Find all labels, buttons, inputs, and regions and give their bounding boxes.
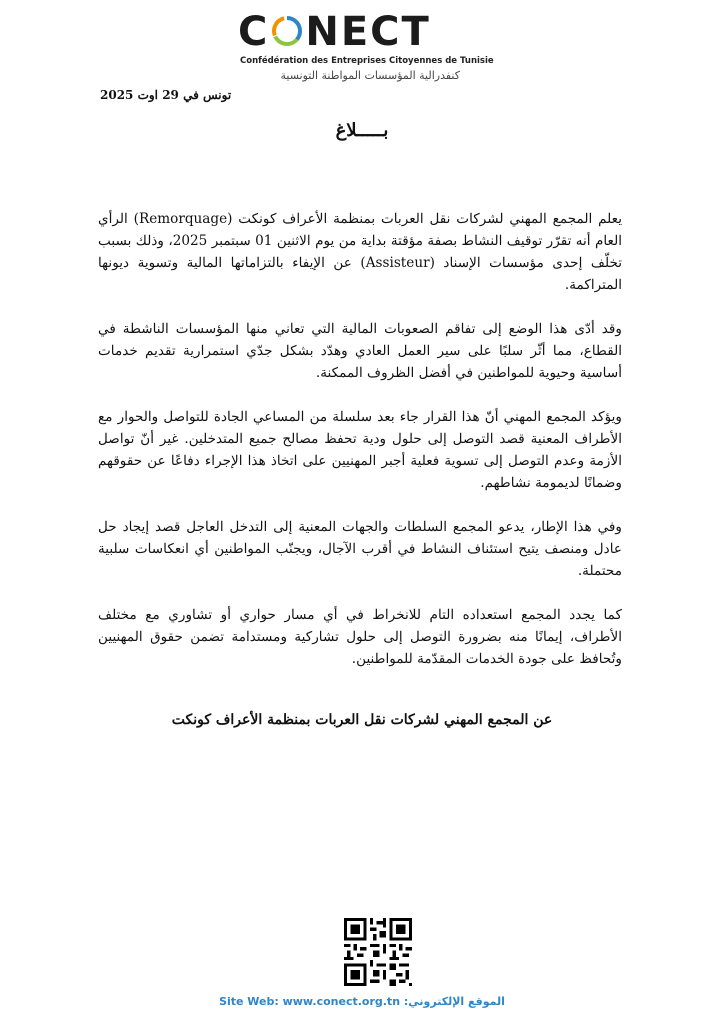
logo-wordmark — [238, 8, 431, 56]
conect-logo — [238, 8, 494, 88]
paragraph-1: يعلم المجمع المهني لشركات نقل العربات بمنظمة الأعراف كونكت (Remorquage) الرأي العام أنه تقرّر توقيف النشاط بصفة مؤقتة بداية من يوم الاثنين 01 سبتمبر 2025، وذلك بسبب تخلّف إحدى مؤسسات الإسناد (Assisteur) عن الإيفاء بالتزاماتها المالية وتسوية ديونها المتراكمة. — [98, 211, 623, 293]
website-label-ar: الموقع الإلكتروني: — [403, 995, 505, 1008]
website-footer — [0, 995, 724, 1008]
logo-subtitle-ar: كنفدرالية المؤسسات المواطنة التونسية — [280, 69, 460, 82]
document-date: تونس في 29 اوت 2025 — [100, 88, 232, 102]
paragraph-2: وقد أدّى هذا الوضع إلى تفاقم الصعوبات المالية التي تعاني منها المؤسسات الناشطة في القطاع، مما أثّر سلبًا على سير العمل العادي وهدّد بشكل جدّي استمرارية تقديم خدمات أساسية وحيوية للمواطنين في أفضل الظروف الممكنة. — [98, 321, 622, 381]
logo-subtitle-fr: Confédération des Entreprises Citoyennes de Tunisie — [240, 56, 494, 66]
paragraph-3: ويؤكد المجمع المهني أنّ هذا القرار جاء بعد سلسلة من المساعي الجادة للتواصل والحوار مع الأطراف المعنية قصد التوصل إلى حلول ودية تحفظ مصالح جميع المتدخلين. غير أنّ تواصل الأزمة وعدم التوصل إلى تسوية فعلية أجبر المهنيين على اتخاذ هذا الإجراء دفاعًا عن حقوقهم وضمانًا لديمومة نشاطهم. — [98, 409, 622, 491]
website-link[interactable]: Site Web: www.conect.org.tn — [219, 995, 401, 1008]
document-body — [98, 208, 622, 692]
qr-code-icon[interactable] — [344, 918, 412, 986]
paragraph-5: كما يجدد المجمع استعداده التام للانخراط في أي مسار حواري أو تشاوري مع مختلف الأطراف، إيمانًا منه بضرورة التوصل إلى حلول تشاركية ومستدامة تضمن حقوق المهنيين وتُحافظ على جودة الخدمات المقدّمة للمواطنين. — [98, 607, 622, 667]
logo-letters-nect: NECT — [305, 9, 431, 55]
document-title: بـــــلاغ — [335, 120, 389, 141]
signature: عن المجمع المهني لشركات نقل العربات بمنظمة الأعراف كونكت — [171, 712, 553, 728]
paragraph-4: وفي هذا الإطار، يدعو المجمع السلطات والجهات المعنية إلى التدخل العاجل قصد إيجاد حل عادل ومنصف يتيح استئناف النشاط في أقرب الآجال، ويجنّب المواطنين أي انعكاسات سلبية محتملة. — [98, 519, 622, 579]
logo-ring-icon — [270, 11, 304, 45]
logo-letter-c: C — [238, 9, 270, 55]
